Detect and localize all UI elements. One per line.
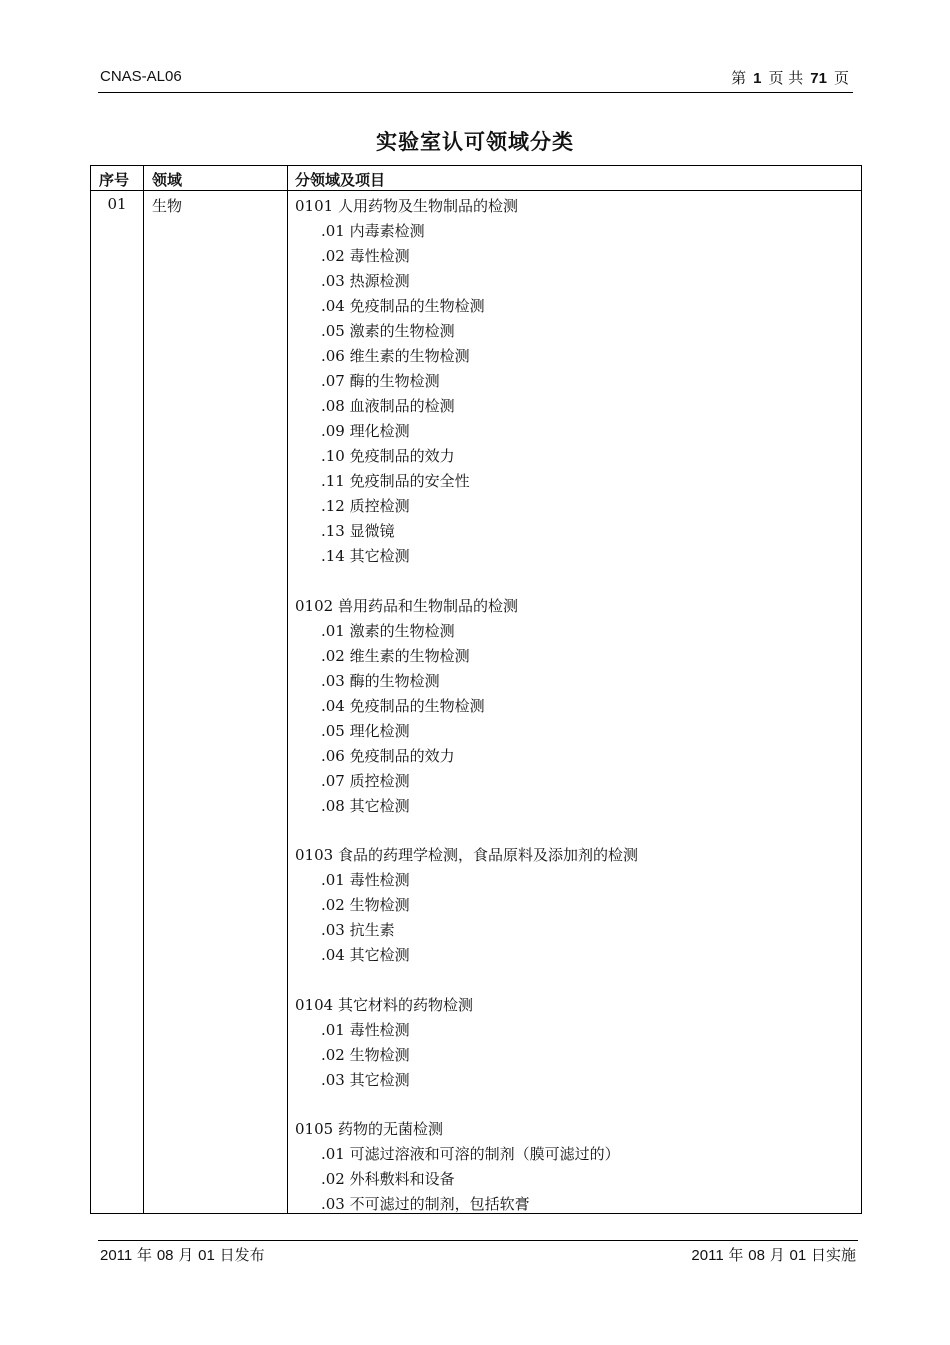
subfield-item: .03 酶的生物检测	[321, 671, 440, 690]
subfield-item: .02 生物检测	[321, 1045, 410, 1064]
subfield-item: .04 其它检测	[321, 946, 410, 964]
page-number: 1	[753, 70, 762, 87]
subfield-item: .08 其它检测	[321, 796, 410, 815]
effective-year: 2011	[691, 1247, 724, 1264]
effective-day: 01	[789, 1247, 807, 1264]
header-row-divider	[91, 190, 861, 191]
subfield-heading: 0103 食品的药理学检测，食品原料及添加剂的检测	[295, 846, 638, 864]
row-field: 生物	[152, 197, 183, 215]
month-char: 月	[769, 1246, 785, 1264]
subfield-item: .04 免疫制品的生物检测	[321, 696, 485, 715]
page-total: 71	[810, 70, 827, 87]
subfield-item: .02 生物检测	[321, 896, 410, 914]
page-title: 实验室认可领域分类	[376, 130, 574, 154]
subfield-item: .04 免疫制品的生物检测	[321, 297, 485, 315]
effective-date	[691, 1244, 856, 1265]
subfield-section	[295, 843, 855, 968]
subfield-heading: 0104 其它材料的药物检测	[295, 995, 473, 1014]
subfield-item: .01 内毒素检测	[321, 222, 425, 240]
subfield-section	[295, 993, 855, 1093]
subfield-item: .02 毒性检测	[321, 247, 410, 265]
row-seq: 01	[107, 195, 127, 213]
page-suffix: 页	[833, 69, 849, 87]
subfield-item: .01 可滤过溶液和可溶的制剂（膜可滤过的）	[321, 1145, 620, 1163]
subfield-item: .03 不可滤过的制剂，包括软膏	[321, 1195, 530, 1213]
page-header	[98, 66, 853, 93]
column-header-seq: 序号	[99, 171, 130, 189]
subfield-item: .14 其它检测	[321, 547, 410, 565]
column-divider	[287, 166, 288, 1213]
subfield-item: .08 血液制品的检测	[321, 397, 455, 415]
column-header-subfield: 分领域及项目	[295, 171, 386, 189]
subfield-section	[295, 1117, 855, 1217]
subfield-item: .07 质控检测	[321, 771, 410, 790]
subfield-item: .12 质控检测	[321, 497, 410, 515]
subfield-item: .01 激素的生物检测	[321, 621, 455, 640]
subfield-item: .05 理化检测	[321, 721, 410, 740]
subfield-item: .02 维生素的生物检测	[321, 646, 470, 665]
issue-suffix: 日发布	[219, 1246, 265, 1264]
subfield-item: .01 毒性检测	[321, 1020, 410, 1039]
subfield-item: .10 免疫制品的效力	[321, 447, 455, 465]
page-prefix: 第	[731, 69, 747, 87]
issue-month: 08	[156, 1247, 174, 1264]
subfield-item: .01 毒性检测	[321, 871, 410, 889]
subfield-item: .11 免疫制品的安全性	[321, 472, 470, 490]
subfield-heading: 0105 药物的无菌检测	[295, 1120, 443, 1138]
page-mid: 页 共	[768, 69, 804, 87]
subfield-heading: 0101 人用药物及生物制品的检测	[295, 197, 518, 215]
column-header-field: 领域	[152, 171, 183, 189]
subfield-item: .02 外科敷料和设备	[321, 1170, 455, 1188]
issue-year: 2011	[100, 1247, 133, 1264]
subfield-item: .06 维生素的生物检测	[321, 347, 470, 365]
month-char: 月	[178, 1246, 194, 1264]
subfield-item: .03 其它检测	[321, 1070, 410, 1089]
page-footer	[98, 1240, 858, 1271]
subfield-item: .06 免疫制品的效力	[321, 746, 455, 765]
subfield-section	[295, 194, 855, 569]
subfield-item: .03 抗生素	[321, 921, 395, 939]
subfield-item: .09 理化检测	[321, 422, 410, 440]
issue-day: 01	[198, 1247, 215, 1264]
subfield-list	[295, 194, 855, 1242]
effective-month: 08	[748, 1247, 765, 1264]
subfield-item: .05 激素的生物检测	[321, 322, 455, 340]
subfield-item: .03 热源检测	[321, 272, 410, 290]
classification-table	[90, 165, 862, 1214]
issue-date	[100, 1244, 265, 1265]
subfield-heading: 0102 兽用药品和生物制品的检测	[295, 596, 518, 615]
subfield-section	[295, 594, 855, 819]
column-divider	[143, 166, 144, 1213]
year-char: 年	[728, 1246, 744, 1264]
subfield-item: .07 酶的生物检测	[321, 372, 440, 390]
effective-suffix: 日实施	[810, 1246, 856, 1264]
doc-code: CNAS-AL06	[100, 68, 182, 85]
subfield-item: .13 显微镜	[321, 522, 395, 540]
page-indicator	[731, 67, 849, 88]
year-char: 年	[137, 1246, 153, 1264]
